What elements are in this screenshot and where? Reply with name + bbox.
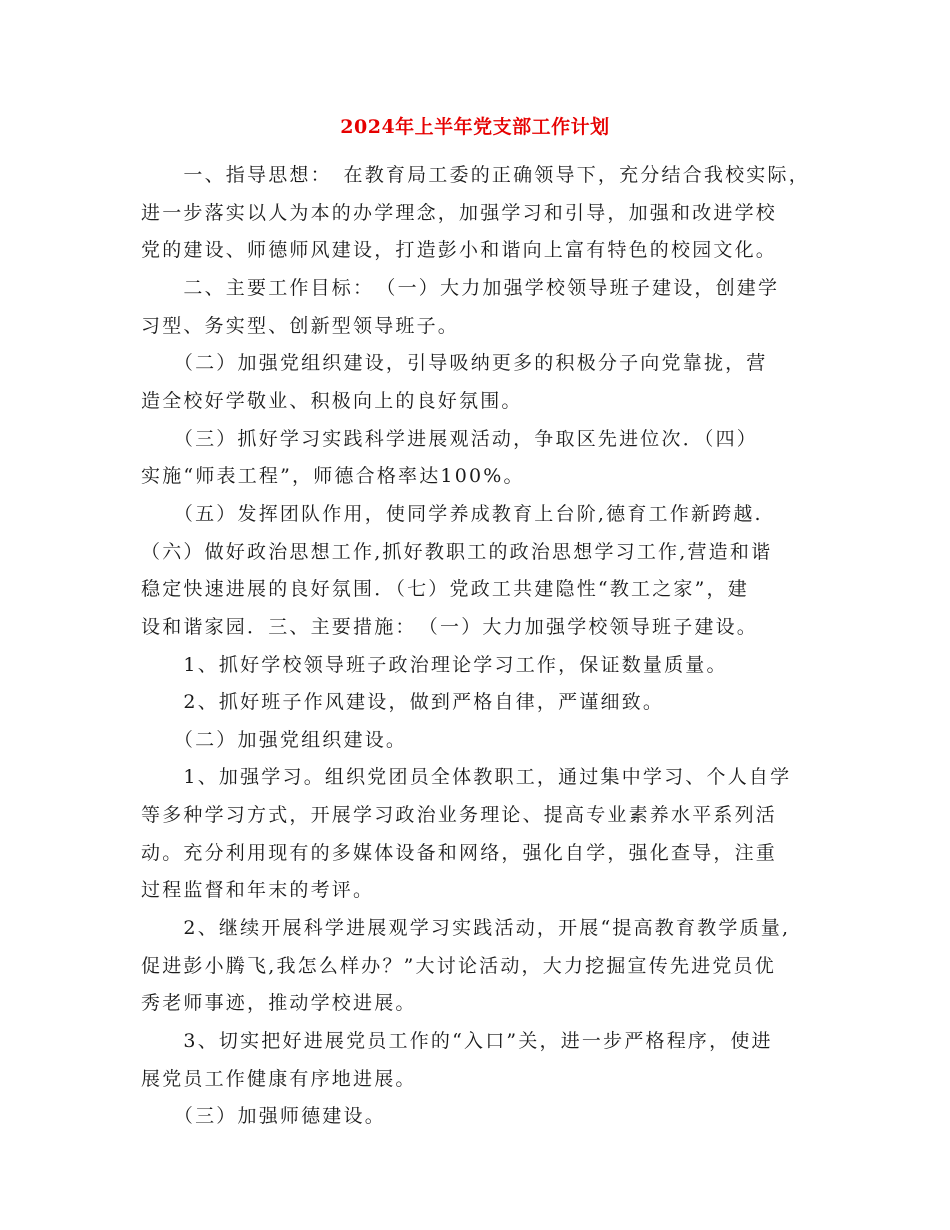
body-line: 2、抓好班子作风建设，做到严格自律，严谨细致。	[141, 691, 665, 713]
body-line: 秀老师事迹，推动学校进展。	[141, 992, 417, 1014]
document-title: 2024年上半年党支部工作计划	[340, 116, 610, 138]
body-line: 党的建设、师德师风建设，打造彭小和谐向上富有特色的校园文化。	[141, 239, 778, 261]
body-line: 2、继续开展科学进展观学习实践活动，开展“提高教育教学质量,	[141, 917, 791, 939]
body-line: 1、加强学习。组织党团员全体教职工，通过集中学习、个人自学	[141, 766, 792, 788]
body-line: 设和谐家园．三、主要措施： （一）大力加强学校领导班子建设。	[141, 616, 759, 638]
body-line: 稳定快速进展的良好氛围．（七）党政工共建隐性“教工之家”，建	[141, 578, 749, 600]
body-line: 3、切实把好进展党员工作的“入口”关，进一步严格程序，使进	[141, 1030, 773, 1052]
body-line: 促进彭小腾飞,我怎么样办？”大讨论活动，大力挖掘宣传先进党员优	[141, 955, 776, 977]
body-line: （五）发挥团队作用，使同学养成教育上台阶,德育工作新跨越.	[141, 503, 763, 525]
body-line: （三）抓好学习实践科学进展观活动，争取区先进位次．（四）	[141, 428, 759, 450]
body-line: 一、指导思想： 在教育局工委的正确领导下，充分结合我校实际，	[141, 164, 810, 186]
body-line: 进一步落实以人为本的办学理念，加强学习和引导，加强和改进学校	[141, 202, 778, 224]
body-line: （六）做好政治思想工作,抓好教职工的政治思想学习工作,营造和谐	[141, 541, 773, 563]
body-line: （三）加强师德建设。	[141, 1105, 386, 1127]
body-line: 等多种学习方式，开展学习政治业务理论、提高专业素养水平系列活	[141, 804, 778, 826]
body-line: （二）加强党组织建设，引导吸纳更多的积极分子向党靠拢，营	[141, 352, 768, 374]
body-line: 实施“师表工程”，师德合格率达100%。	[141, 465, 525, 487]
body-line: 习型、务实型、创新型领导班子。	[141, 315, 460, 337]
body-line: （二）加强党组织建设。	[141, 729, 408, 751]
body-line: 动。充分利用现有的多媒体设备和网络，强化自学，强化查导，注重	[141, 842, 778, 864]
body-line: 展党员工作健康有序地进展。	[141, 1068, 417, 1090]
body-line: 二、主要工作目标： （一）大力加强学校领导班子建设，创建学	[141, 277, 780, 299]
body-line: 造全校好学敬业、积极向上的良好氛围。	[141, 390, 523, 412]
body-line: 过程监督和年末的考评。	[141, 879, 375, 901]
body-line: 1、抓好学校领导班子政治理论学习工作，保证数量质量。	[141, 654, 728, 676]
